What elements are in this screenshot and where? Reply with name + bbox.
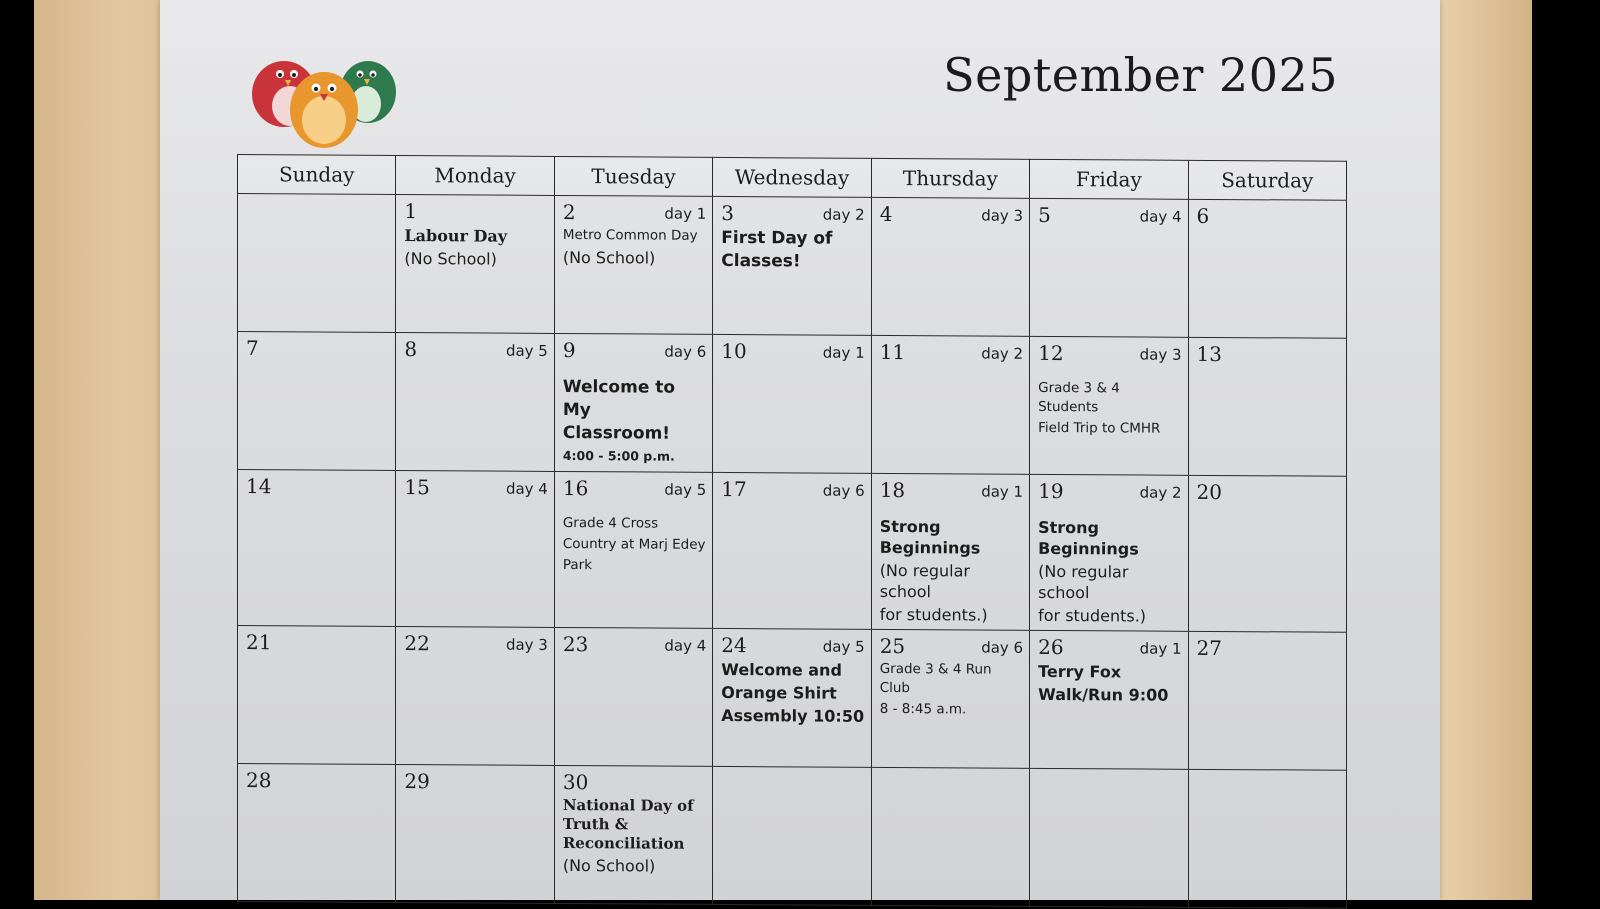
- event-text: Strong Beginnings: [1038, 517, 1139, 559]
- weekday-header: Friday: [1030, 159, 1188, 199]
- day-cell: [238, 194, 396, 333]
- date-number: 22: [404, 631, 430, 656]
- weekday-header: Saturday: [1188, 160, 1346, 200]
- weekday-header: Wednesday: [713, 157, 871, 197]
- day-cell: [1030, 198, 1188, 337]
- rotation-day-label: day 1: [1139, 639, 1182, 658]
- rotation-day-label: day 1: [822, 343, 865, 362]
- day-cell: [713, 628, 871, 767]
- date-number: 5: [1038, 202, 1051, 227]
- date-number: 21: [246, 630, 272, 655]
- week-row: [238, 194, 1347, 339]
- date-number: 24: [721, 632, 747, 658]
- day-cell: [238, 332, 396, 471]
- event-text: Orange Shirt: [721, 682, 837, 703]
- day-cell: [871, 629, 1029, 768]
- event-text: Grade 4 Cross: [562, 514, 659, 532]
- event-text: Grade 3 & 4 Run Club: [879, 660, 992, 697]
- event-text: First Day of: [721, 227, 833, 249]
- day-cell: [713, 472, 871, 629]
- event-text: (No regular school: [879, 560, 970, 602]
- day-cell: [1188, 769, 1346, 908]
- day-cell: [554, 627, 712, 766]
- day-cell: [1188, 337, 1346, 476]
- rotation-day-label: day 1: [664, 204, 707, 223]
- date-number: 1: [404, 199, 418, 224]
- event-text: 4:00 - 5:00 p.m.: [562, 447, 675, 464]
- rotation-day-label: day 4: [664, 636, 707, 655]
- day-cell: [554, 333, 712, 472]
- day-cell: [871, 473, 1029, 630]
- event-text: Walk/Run 9:00: [1038, 684, 1169, 705]
- day-cell: [554, 195, 712, 334]
- date-number: 20: [1196, 479, 1222, 505]
- rotation-day-label: day 5: [822, 637, 865, 656]
- event-text: Grade 3 & 4 Students: [1038, 379, 1120, 416]
- rotation-day-label: day 3: [1139, 345, 1182, 364]
- rotation-day-label: day 6: [664, 342, 707, 361]
- event-text: 8 - 8:45 a.m.: [879, 700, 967, 718]
- event-text: National Day of: [562, 795, 694, 815]
- day-cell: [713, 334, 871, 473]
- date-number: 23: [562, 631, 589, 657]
- day-cell: [396, 470, 554, 627]
- event-text: (No School): [404, 249, 497, 269]
- penguin-logo-icon: [244, 44, 404, 154]
- rotation-day-label: day 3: [505, 635, 548, 654]
- rotation-day-label: day 2: [981, 344, 1024, 363]
- date-number: 16: [562, 475, 589, 501]
- day-cell: [554, 765, 712, 904]
- date-number: 27: [1196, 635, 1222, 661]
- day-cell: [396, 194, 554, 333]
- day-cell: [1030, 336, 1188, 475]
- month-title: September 2025: [943, 48, 1338, 102]
- rotation-day-label: day 1: [981, 482, 1024, 501]
- day-cell: [396, 764, 554, 903]
- day-cell: [396, 332, 554, 471]
- day-cell: [1030, 768, 1188, 907]
- date-number: 7: [246, 336, 259, 361]
- day-cell: [238, 470, 396, 627]
- date-number: 2: [562, 199, 576, 225]
- event-text: for students.): [1038, 605, 1147, 626]
- date-number: 12: [1038, 340, 1064, 366]
- date-number: 13: [1196, 341, 1222, 367]
- day-cell: [1030, 630, 1188, 769]
- day-cell: [713, 196, 871, 335]
- rotation-day-label: day 2: [822, 205, 865, 224]
- event-text: Country at Marj Edey: [562, 535, 706, 553]
- day-cell: [871, 197, 1029, 336]
- date-number: 4: [879, 201, 893, 227]
- day-cell: [1188, 475, 1346, 632]
- date-number: 29: [404, 769, 430, 794]
- event-text: Truth &: [562, 814, 629, 834]
- week-row: [238, 332, 1347, 477]
- day-cell: [713, 766, 871, 905]
- date-number: 26: [1038, 634, 1064, 660]
- rotation-day-label: day 5: [664, 480, 707, 499]
- event-text: Metro Common Day: [562, 226, 698, 244]
- date-number: 15: [404, 475, 430, 500]
- date-number: 6: [1196, 203, 1210, 228]
- event-text: Reconciliation: [562, 833, 685, 853]
- rotation-day-label: day 4: [1139, 207, 1182, 226]
- event-text: Welcome to My: [562, 376, 676, 421]
- date-number: 8: [404, 337, 418, 362]
- event-text: Classes!: [721, 250, 801, 272]
- event-text: Strong Beginnings: [879, 516, 981, 558]
- date-number: 19: [1038, 478, 1064, 504]
- date-number: 11: [879, 339, 906, 365]
- day-cell: [238, 626, 396, 765]
- event-text: Welcome and: [721, 659, 842, 680]
- event-text: (No School): [562, 247, 656, 268]
- week-row: [238, 764, 1347, 909]
- event-text: Field Trip to CMHR: [1038, 419, 1161, 437]
- date-number: 18: [879, 477, 906, 503]
- rotation-day-label: day 4: [505, 479, 548, 498]
- weekday-header-row: [238, 155, 1347, 201]
- date-number: 30: [562, 769, 589, 795]
- week-row: [238, 626, 1347, 771]
- event-text: (No regular school: [1038, 561, 1129, 603]
- day-cell: [554, 471, 712, 628]
- day-cell: [238, 764, 396, 903]
- event-text: Terry Fox: [1038, 661, 1122, 682]
- event-text: Park: [562, 556, 593, 574]
- rotation-day-label: day 5: [505, 341, 548, 360]
- rotation-day-label: day 6: [822, 481, 865, 500]
- event-text: (No School): [562, 855, 656, 876]
- event-text: Labour Day: [404, 226, 508, 246]
- date-number: 28: [246, 768, 272, 793]
- day-cell: [871, 767, 1029, 906]
- weekday-header: Thursday: [871, 158, 1029, 198]
- rotation-day-label: day 2: [1139, 483, 1182, 502]
- date-number: 14: [246, 474, 272, 499]
- rotation-day-label: day 3: [981, 206, 1024, 225]
- day-cell: [1030, 474, 1188, 631]
- event-text: for students.): [879, 604, 988, 625]
- date-number: 17: [721, 476, 747, 502]
- day-cell: [396, 626, 554, 765]
- rotation-day-label: day 6: [981, 638, 1024, 657]
- event-text: Classroom!: [562, 422, 671, 444]
- weekday-header: Monday: [396, 155, 554, 195]
- weekday-header: Sunday: [238, 155, 396, 195]
- event-text: Assembly 10:50: [721, 705, 865, 726]
- day-cell: [1188, 199, 1346, 338]
- day-cell: [871, 335, 1029, 474]
- date-number: 9: [562, 337, 576, 363]
- date-number: 3: [721, 200, 734, 226]
- weekday-header: Tuesday: [554, 156, 712, 196]
- week-row: [238, 470, 1347, 633]
- date-number: 10: [721, 338, 747, 364]
- calendar-grid: [237, 154, 1347, 876]
- date-number: 25: [879, 633, 906, 659]
- day-cell: [1188, 631, 1346, 770]
